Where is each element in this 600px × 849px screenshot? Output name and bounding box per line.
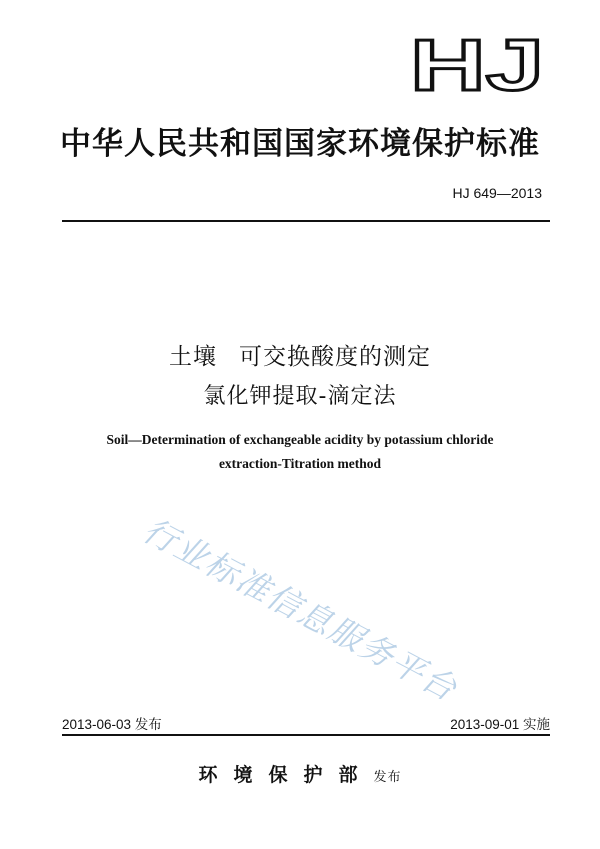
chinese-title-line-1 [0, 338, 600, 371]
chinese-title-subject: 土壤 [169, 344, 217, 370]
hj-logo [408, 34, 548, 94]
publisher-suffix: 发布 [373, 770, 402, 785]
publisher-line [0, 760, 600, 787]
bottom-divider [62, 734, 550, 736]
top-divider [62, 220, 550, 222]
watermark-text: 行业标准信息服务平台 [136, 510, 465, 710]
standard-number: HJ 649—2013 [452, 185, 542, 201]
hj-logo-graphic [408, 34, 548, 94]
english-title-line-2: extraction-Titration method [218, 456, 382, 471]
publisher-name: 环境保护部 [198, 764, 374, 786]
hj-logo-text: HJ [410, 34, 544, 94]
watermark [136, 505, 510, 710]
agency-title: 中华人民共和国国家环境保护标准 [60, 126, 540, 162]
chinese-title-topic: 可交换酸度的测定 [239, 344, 431, 370]
chinese-title-line-2: 氯化钾提取-滴定法 [203, 384, 397, 409]
issue-date: 2013-06-03 发布 [62, 717, 162, 732]
english-title-line-1: Soil—Determination of exchangeable acidity by potassium chloride [106, 432, 494, 447]
implementation-date: 2013-09-01 实施 [450, 717, 550, 732]
